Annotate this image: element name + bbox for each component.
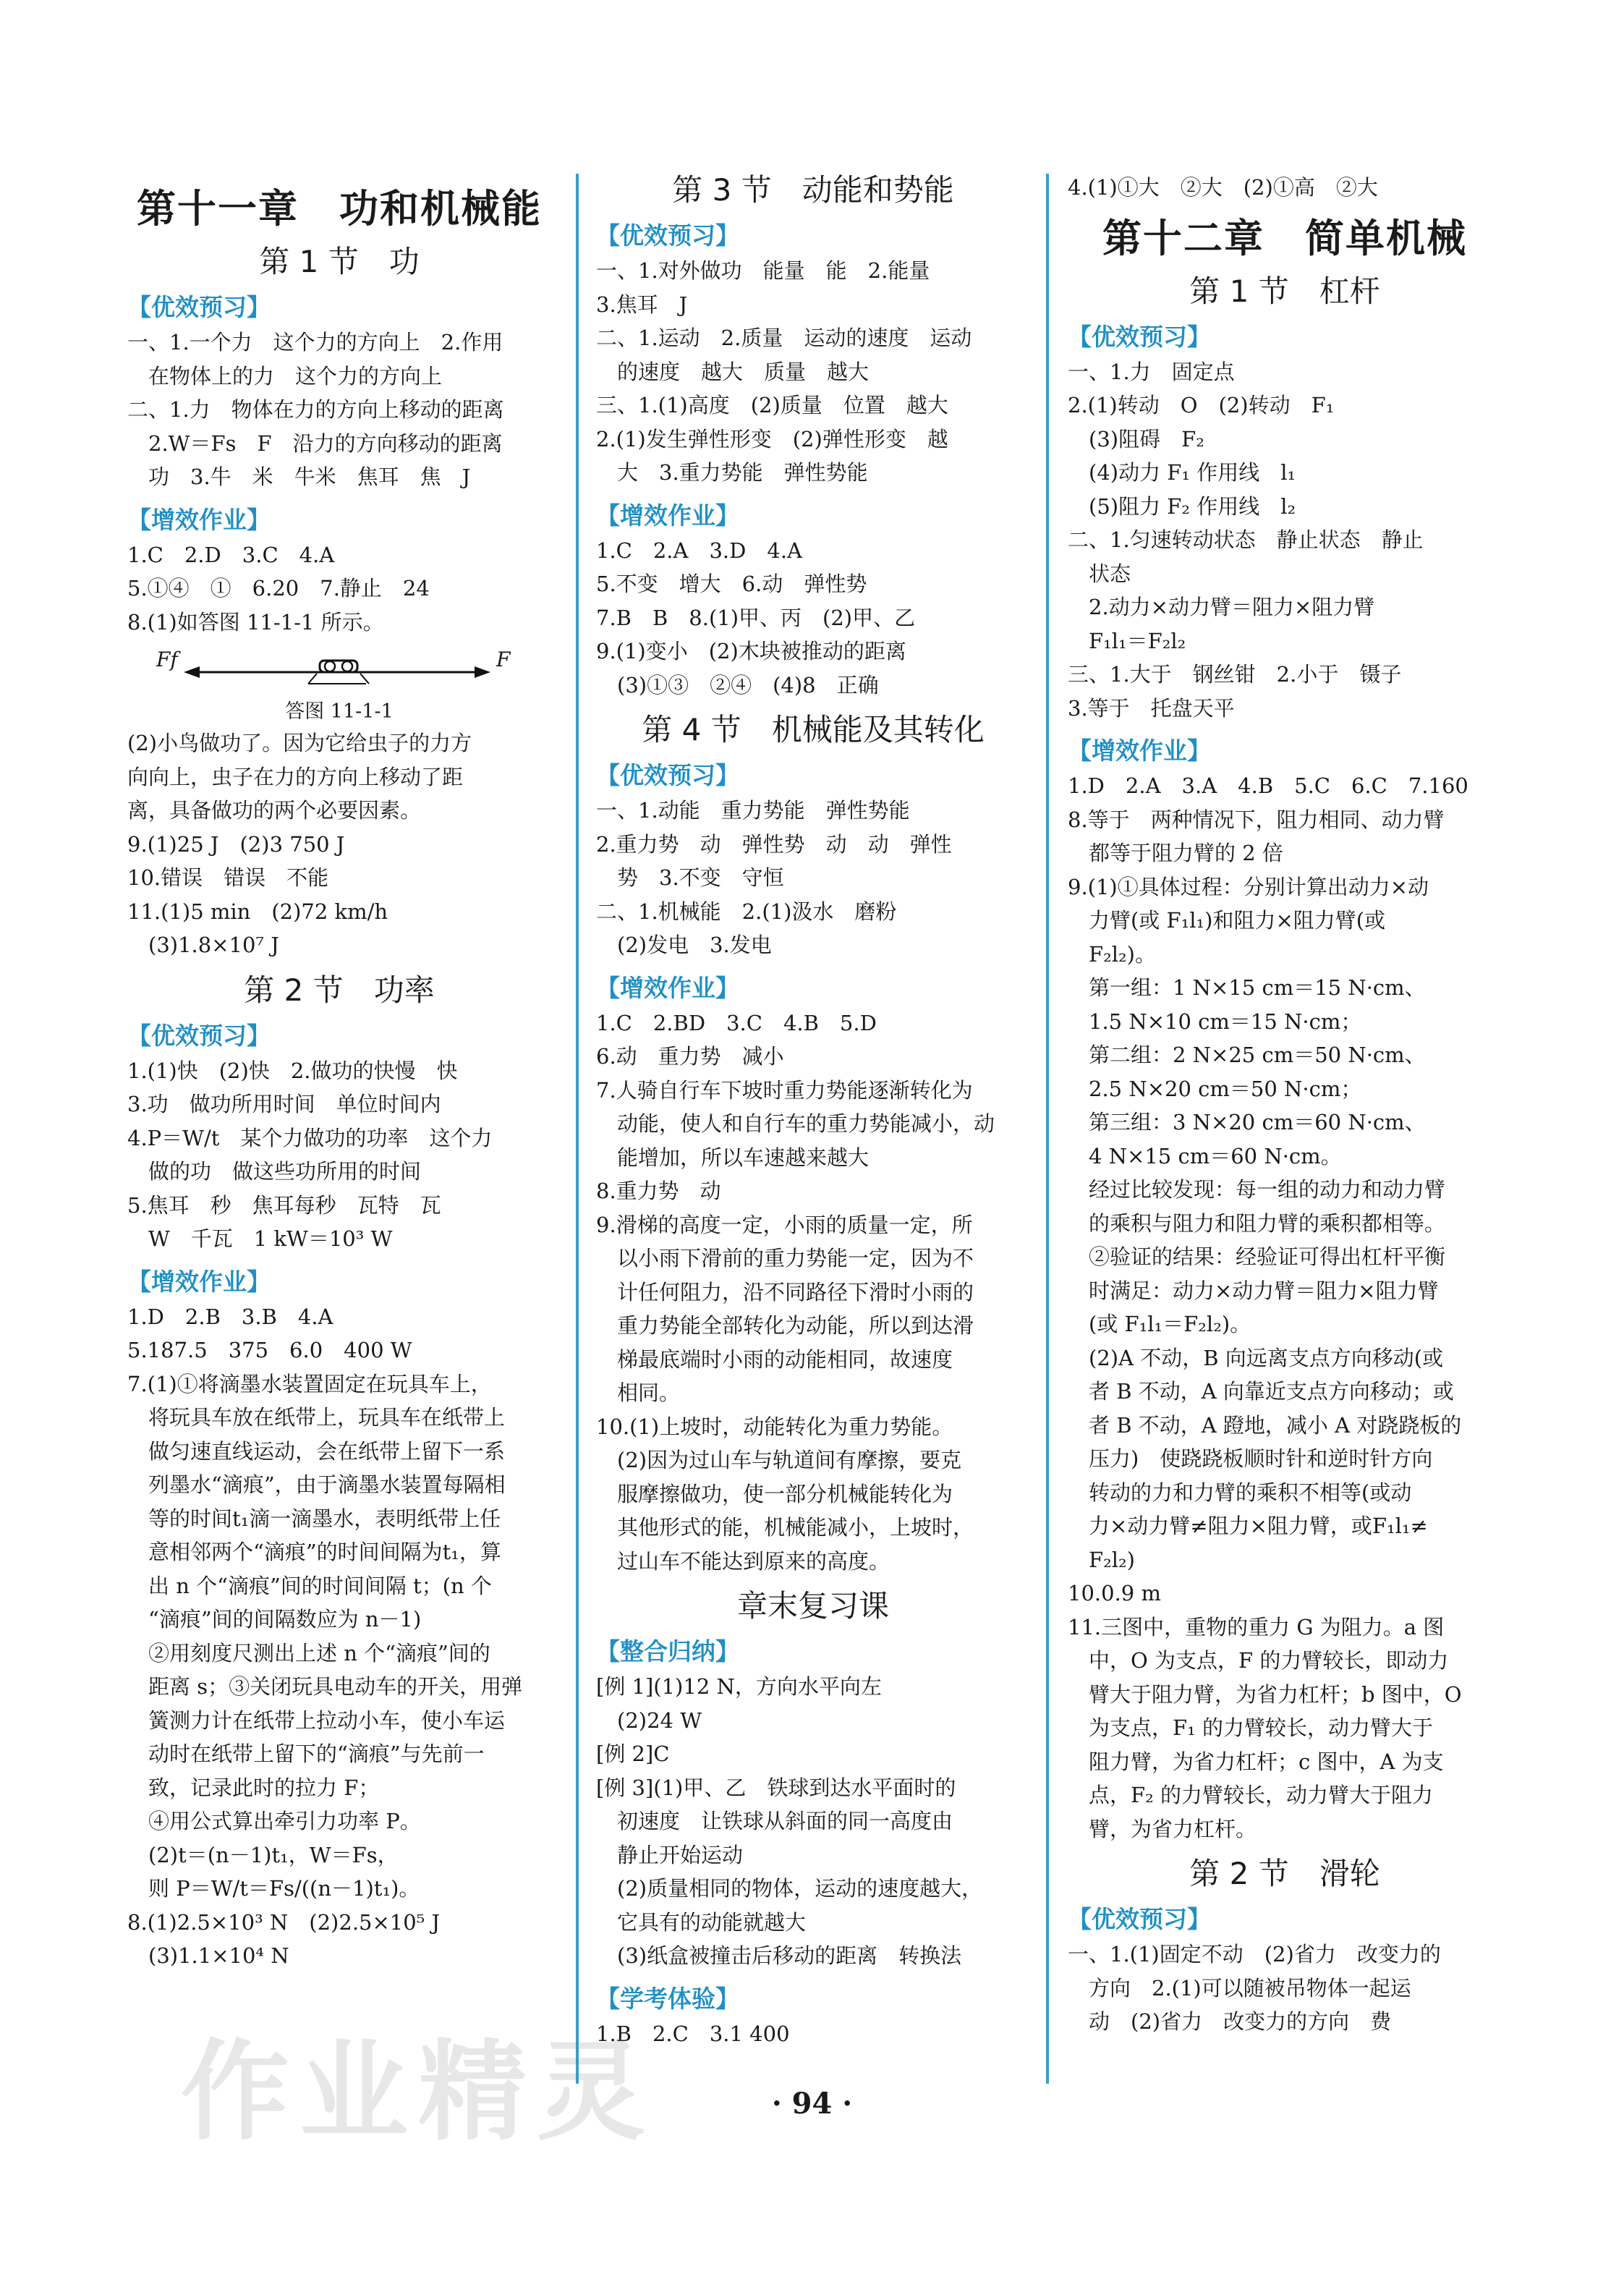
answer-line: 意相邻两个“滴痕”的时间间隔为t₁，算 [127, 1540, 501, 1564]
section-title: 第 2 节 滑轮 [1189, 1856, 1380, 1891]
answer-line: 的乘积与阻力和阻力臂的乘积都相等。 [1068, 1210, 1446, 1236]
answer-line: ④用公式算出牵引力功率 P。 [127, 1809, 421, 1833]
answer-line: 中，O 为支点，F 的力臂较长，即动力 [1068, 1648, 1449, 1673]
answer-line: 1.D 2.B 3.B 4.A [127, 1304, 333, 1329]
answer-block [596, 794, 1030, 962]
answer-line: 计任何阻力，沿不同路径下滑时小雨的 [596, 1279, 974, 1304]
answer-line: 10.错误 错误 不能 [127, 865, 329, 890]
answer-line: 5.187.5 375 6.0 400 W [127, 1338, 412, 1362]
section-title: 第 2 节 功率 [244, 972, 435, 1008]
column-2 [596, 166, 1030, 2050]
answer-line: 向向上，虫子在力的方向上移动了距 [127, 764, 464, 789]
answer-line: 功 3.牛 米 牛米 焦耳 焦 J [127, 464, 471, 489]
answer-line: 8.(1)2.5×10³ N (2)2.5×10⁵ J [127, 1909, 441, 1935]
answer-line: (或 F₁l₁＝F₂l₂)。 [1068, 1312, 1251, 1336]
answer-block [127, 1300, 551, 1973]
answer-line: 动时在纸带上留下的“滴痕”与先前一 [127, 1741, 485, 1766]
answer-line: 9.滑梯的高度一定，小雨的质量一定，所 [596, 1212, 973, 1237]
answer-line: 为支点，F₁ 的力臂较长，动力臂大于 [1068, 1715, 1433, 1740]
column-divider-right [1046, 174, 1049, 2084]
chapter-title: 第十二章 简单机械 [1102, 215, 1467, 261]
section-title: 第 1 节 功 [259, 244, 420, 279]
answer-line: (2)A 不动，B 向远离支点方向移动(或 [1068, 1345, 1444, 1370]
answer-line: 2.重力势 动 弹性势 动 动 弹性 [596, 831, 952, 857]
answer-block [596, 1006, 1030, 1579]
answer-line: 致，记录此时的拉力 F； [127, 1775, 380, 1800]
tag-homework: 【增效作业】 [127, 1267, 271, 1296]
answer-line: “滴痕”间的间隔数应为 n－1) [127, 1607, 422, 1632]
answer-block [1068, 769, 1502, 1846]
answer-line: 动能，使人和自行车的重力势能减小，动 [596, 1111, 995, 1136]
answer-line: 一、1.动能 重力势能 弹性势能 [596, 798, 910, 823]
answer-line: 二、1.匀速转动状态 静止状态 静止 [1068, 527, 1424, 552]
answer-line: ②验证的结果：经验证可得出杠杆平衡 [1068, 1244, 1446, 1269]
answer-line: 三、1.大于 钢丝钳 2.小于 镊子 [1068, 662, 1402, 687]
answer-line: F₁l₁＝F₂l₂ [1068, 628, 1186, 653]
answer-line: 经过比较发现：每一组的动力和动力臂 [1068, 1177, 1446, 1202]
answer-line: 8.等于 两种情况下，阻力相同、动力臂 [1068, 807, 1445, 832]
tag-exam: 【学考体验】 [596, 1984, 739, 2013]
answer-line: 一、1.力 固定点 [1068, 359, 1235, 384]
answer-line: [例 1](1)12 N，方向水平向左 [596, 1674, 882, 1699]
answer-line: 8.(1)如答图 11-1-1 所示。 [127, 609, 384, 635]
answer-line: 1.(1)快 (2)快 2.做功的快慢 快 [127, 1058, 458, 1083]
answer-line: 过山车不能达到原来的高度。 [596, 1548, 890, 1574]
answer-line: (2)24 W [596, 1707, 702, 1733]
answer-line: F₂l₂) [1068, 1547, 1135, 1572]
answer-line: 1.C 2.BD 3.C 4.B 5.D [596, 1010, 877, 1035]
answer-line: 做匀速直线运动，会在纸带上留下一系 [127, 1438, 506, 1464]
tag-homework: 【增效作业】 [1068, 737, 1211, 765]
watermark-logo: 作业精灵 [181, 2029, 656, 2155]
answer-block [127, 326, 551, 494]
answer-line: 转动的力和力臂的乘积不相等(或动 [1068, 1480, 1412, 1505]
answer-line: [例 2]C [596, 1741, 670, 1766]
answer-line: 第一组：1 N×15 cm＝15 N·cm、 [1068, 975, 1426, 1000]
answer-line: 簧测力计在纸带上拉动小车，使小车运 [127, 1707, 506, 1733]
section-title: 第 4 节 机械能及其转化 [642, 712, 985, 747]
answer-block [596, 534, 1030, 703]
answer-line: 在物体上的力 这个力的方向上 [127, 363, 443, 389]
answer-line: 6.动 重力势 减小 [596, 1044, 784, 1069]
answer-line: 状态 [1068, 561, 1131, 586]
tag-preview: 【优效预习】 [596, 221, 739, 250]
column-1 [127, 166, 551, 1973]
answer-line: (3)1.8×10⁷ J [127, 933, 279, 957]
answer-line: 大 3.重力势能 弹性势能 [596, 460, 868, 485]
answer-line: 9.(1)①具体过程：分别计算出动力×动 [1068, 874, 1429, 899]
answer-line: 三、1.(1)高度 (2)质量 位置 越大 [596, 393, 948, 417]
answer-line: 力臂(或 F₁l₁)和阻力×阻力臂(或 [1068, 908, 1386, 933]
answer-line: 9.(1)变小 (2)木块被推动的距离 [596, 639, 906, 663]
answer-line: 二、1.运动 2.质量 运动的速度 运动 [596, 326, 972, 350]
answer-line: 的速度 越大 质量 越大 [596, 359, 870, 384]
answer-line: (3)阻碍 F₂ [1068, 426, 1204, 451]
answer-line: (4)动力 F₁ 作用线 l₁ [1068, 460, 1296, 485]
answer-line: (2)发电 3.发电 [596, 933, 772, 957]
answer-line: 等的时间t₁滴一滴墨水，表明纸带上任 [127, 1506, 501, 1531]
answer-line: 臂大于阻力臂，为省力杠杆；b 图中，O [1068, 1681, 1462, 1707]
section-title: 第 1 节 杠杆 [1189, 273, 1380, 309]
applied-force-label: F [496, 648, 511, 671]
figure-caption: 答图 11-1-1 [285, 700, 394, 723]
tag-preview: 【优效预习】 [596, 761, 739, 789]
answer-line: 者 B 不动，A 蹬地，减小 A 对跷跷板的 [1068, 1412, 1462, 1438]
answer-line: 2.W＝Fs F 沿力的方向移动的距离 [127, 430, 503, 456]
answer-line: 距离 s；③关闭玩具电动车的开关，用弹 [127, 1674, 523, 1699]
column-divider-left [576, 174, 579, 2084]
tag-preview: 【优效预习】 [127, 293, 271, 321]
section-title: 章末复习课 [736, 1588, 889, 1624]
answer-line: (2)质量相同的物体，运动的速度越大， [596, 1876, 983, 1901]
answer-block [127, 538, 551, 640]
answer-line: 7.B B 8.(1)甲、丙 (2)甲、乙 [596, 605, 916, 630]
tag-preview: 【优效预习】 [1068, 322, 1211, 351]
answer-line: 10.(1)上坡时，动能转化为重力势能。 [596, 1414, 953, 1439]
answer-line: 1.C 2.A 3.D 4.A [596, 538, 803, 563]
answer-line: 7.(1)①将滴墨水装置固定在玩具车上， [127, 1371, 492, 1396]
answer-line: 1.C 2.D 3.C 4.A [127, 542, 335, 567]
answer-line: 3.等于 托盘天平 [1068, 695, 1235, 721]
answer-block [127, 726, 551, 962]
answer-line: 2.(1)发生弹性形变 (2)弹性形变 越 [596, 426, 948, 451]
answer-line: 静止开始运动 [596, 1842, 744, 1867]
answer-line: 将玩具车放在纸带上，玩具车在纸带上 [127, 1405, 506, 1430]
answer-line: 4.P＝W/t 某个力做功的功率 这个力 [127, 1125, 493, 1150]
answer-line: 5.焦耳 秒 焦耳每秒 瓦特 瓦 [127, 1192, 441, 1218]
answer-line: 初速度 让铁球从斜面的同一高度由 [596, 1809, 953, 1833]
tag-homework: 【增效作业】 [127, 505, 271, 534]
answer-line: 者 B 不动，A 向靠近支点方向移动；或 [1068, 1379, 1454, 1404]
answer-line: 做的功 做这些功所用的时间 [127, 1159, 422, 1184]
answer-line: 其他形式的能，机械能减小，上坡时， [596, 1515, 974, 1540]
answer-line: 出 n 个“滴痕”间的时间间隔 t；(n 个 [127, 1573, 492, 1598]
answer-block [127, 1054, 551, 1256]
page-number: · 94 · [771, 2087, 853, 2121]
answer-block [1068, 355, 1502, 726]
answer-line: 7.人骑自行车下坡时重力势能逐渐转化为 [596, 1077, 973, 1103]
answer-line: (3)①③ ②④ (4)8 正确 [596, 672, 879, 697]
answer-line: 点，F₂ 的力臂较长，动力臂大于阻力 [1068, 1783, 1433, 1807]
tag-summary: 【整合归纳】 [596, 1637, 739, 1666]
answer-line: 动 (2)省力 改变力的方向 费 [1068, 2009, 1392, 2034]
force-diagram-svg [127, 640, 551, 694]
answer-block [596, 1670, 1030, 1973]
answer-line: (2)小鸟做功了。因为它给虫子的力方 [127, 731, 472, 755]
answer-line: 阻力臂，为省力杠杆；c 图中，A 为支 [1068, 1749, 1444, 1774]
answer-line: (5)阻力 F₂ 作用线 l₂ [1068, 493, 1296, 519]
answer-line: 5.①④ ① 6.20 7.静止 24 [127, 576, 430, 601]
answer-line: 8.重力势 动 [596, 1179, 721, 1203]
answer-line: 压力) 使跷跷板顺时针和逆时针方向 [1068, 1446, 1433, 1471]
answer-line: 4 N×15 cm＝60 N·cm。 [1068, 1143, 1342, 1168]
answer-line: 10.0.9 m [1068, 1581, 1161, 1605]
answer-line: 势 3.不变 守恒 [596, 865, 784, 890]
answer-line: (2)t＝(n－1)t₁，W＝Fs， [127, 1842, 399, 1867]
answer-line: 11.三图中，重物的重力 G 为阻力。a 图 [1068, 1614, 1445, 1639]
answer-line: 2.动力×动力臂＝阻力×阻力臂 [1068, 595, 1375, 619]
answer-line: ②用刻度尺测出上述 n 个“滴痕”间的 [127, 1640, 490, 1666]
answer-line: 它具有的动能就越大 [596, 1909, 807, 1935]
answer-line: 臂，为省力杠杆。 [1068, 1816, 1257, 1841]
answer-block [596, 254, 1030, 490]
friction-force-label: Ff [156, 648, 178, 671]
answer-line: 梯最底端时小雨的动能相同，故速度 [596, 1346, 953, 1372]
answer-line: (2)因为过山车与轨道间有摩擦，要克 [596, 1448, 962, 1472]
answer-line: (3)1.1×10⁴ N [127, 1943, 289, 1968]
answer-line: (3)纸盒被撞击后移动的距离 转换法 [596, 1943, 962, 1968]
answer-line: 一、1.对外做功 能量 能 2.能量 [596, 258, 930, 283]
answer-line: 力×动力臂≠阻力×阻力臂，或F₁l₁≠ [1068, 1514, 1428, 1538]
answer-line: 1.D 2.A 3.A 4.B 5.C 6.C 7.160 [1068, 773, 1468, 798]
answer-line: 都等于阻力臂的 2 倍 [1068, 841, 1283, 865]
answer-line: 二、1.力 物体在力的方向上移动的距离 [127, 397, 504, 422]
answer-line: 1.B 2.C 3.1 400 [596, 2021, 790, 2046]
answer-line: 以小雨下滑前的重力势能一定，因为不 [596, 1246, 974, 1270]
answer-line: 一、1.一个力 这个力的方向上 2.作用 [127, 330, 503, 355]
answer-line: 3.功 做功所用时间 单位时间内 [127, 1092, 441, 1116]
tag-homework: 【增效作业】 [596, 973, 739, 1002]
answer-line: W 千瓦 1 kW＝10³ W [127, 1226, 393, 1251]
answer-line: 方向 2.(1)可以随被吊物体一起运 [1068, 1975, 1411, 2001]
answer-line: 一、1.(1)固定不动 (2)省力 改变力的 [1068, 1942, 1441, 1967]
answer-line: 3.焦耳 J [596, 292, 688, 317]
tag-homework: 【增效作业】 [596, 501, 739, 530]
answer-line: 2.(1)转动 O (2)转动 F₁ [1068, 393, 1335, 417]
answer-line: 1.5 N×10 cm＝15 N·cm； [1068, 1009, 1362, 1034]
answer-line: 离，具备做功的两个必要因素。 [127, 798, 422, 823]
answer-line: 2.5 N×20 cm＝50 N·cm； [1068, 1076, 1362, 1101]
answer-line: 第二组：2 N×25 cm＝50 N·cm、 [1068, 1043, 1426, 1067]
answer-line: 11.(1)5 min (2)72 km/h [127, 899, 388, 924]
column-3 [1068, 171, 1502, 2039]
answer-block [596, 2017, 1030, 2051]
answer-line: 二、1.机械能 2.(1)汲水 磨粉 [596, 899, 897, 924]
answer-line: 相同。 [596, 1380, 681, 1405]
answer-line: 能增加，所以车速越来越大 [596, 1145, 870, 1170]
answer-line: 时满足：动力×动力臂＝阻力×阻力臂 [1068, 1278, 1439, 1303]
answer-line: 列墨水“滴痕”，由于滴墨水装置每隔相 [127, 1472, 506, 1497]
answer-block [1068, 1938, 1502, 2039]
answer-line: 4.(1)①大 ②大 (2)①高 ②大 [1068, 175, 1378, 200]
tag-preview: 【优效预习】 [127, 1021, 271, 1050]
section-title: 第 3 节 动能和势能 [672, 172, 954, 208]
answer-block [1068, 171, 1502, 205]
answer-line: 5.不变 增大 6.动 弹性势 [596, 572, 867, 596]
tag-preview: 【优效预习】 [1068, 1905, 1211, 1933]
chapter-title: 第十一章 功和机械能 [137, 186, 542, 232]
answer-line: 9.(1)25 J (2)3 750 J [127, 831, 345, 857]
answer-line: F₂l₂)。 [1068, 941, 1156, 967]
force-diagram [127, 640, 551, 694]
answer-line: 第三组：3 N×20 cm＝60 N·cm、 [1068, 1110, 1426, 1134]
answer-line: 则 P＝W/t＝Fs/((n－1)t₁)。 [127, 1876, 420, 1901]
answer-line: 重力势能全部转化为动能，所以到达滑 [596, 1313, 974, 1338]
answer-line: [例 3](1)甲、乙 铁球到达水平面时的 [596, 1775, 956, 1800]
answer-line: 服摩擦做功，使一部分机械能转化为 [596, 1481, 953, 1506]
